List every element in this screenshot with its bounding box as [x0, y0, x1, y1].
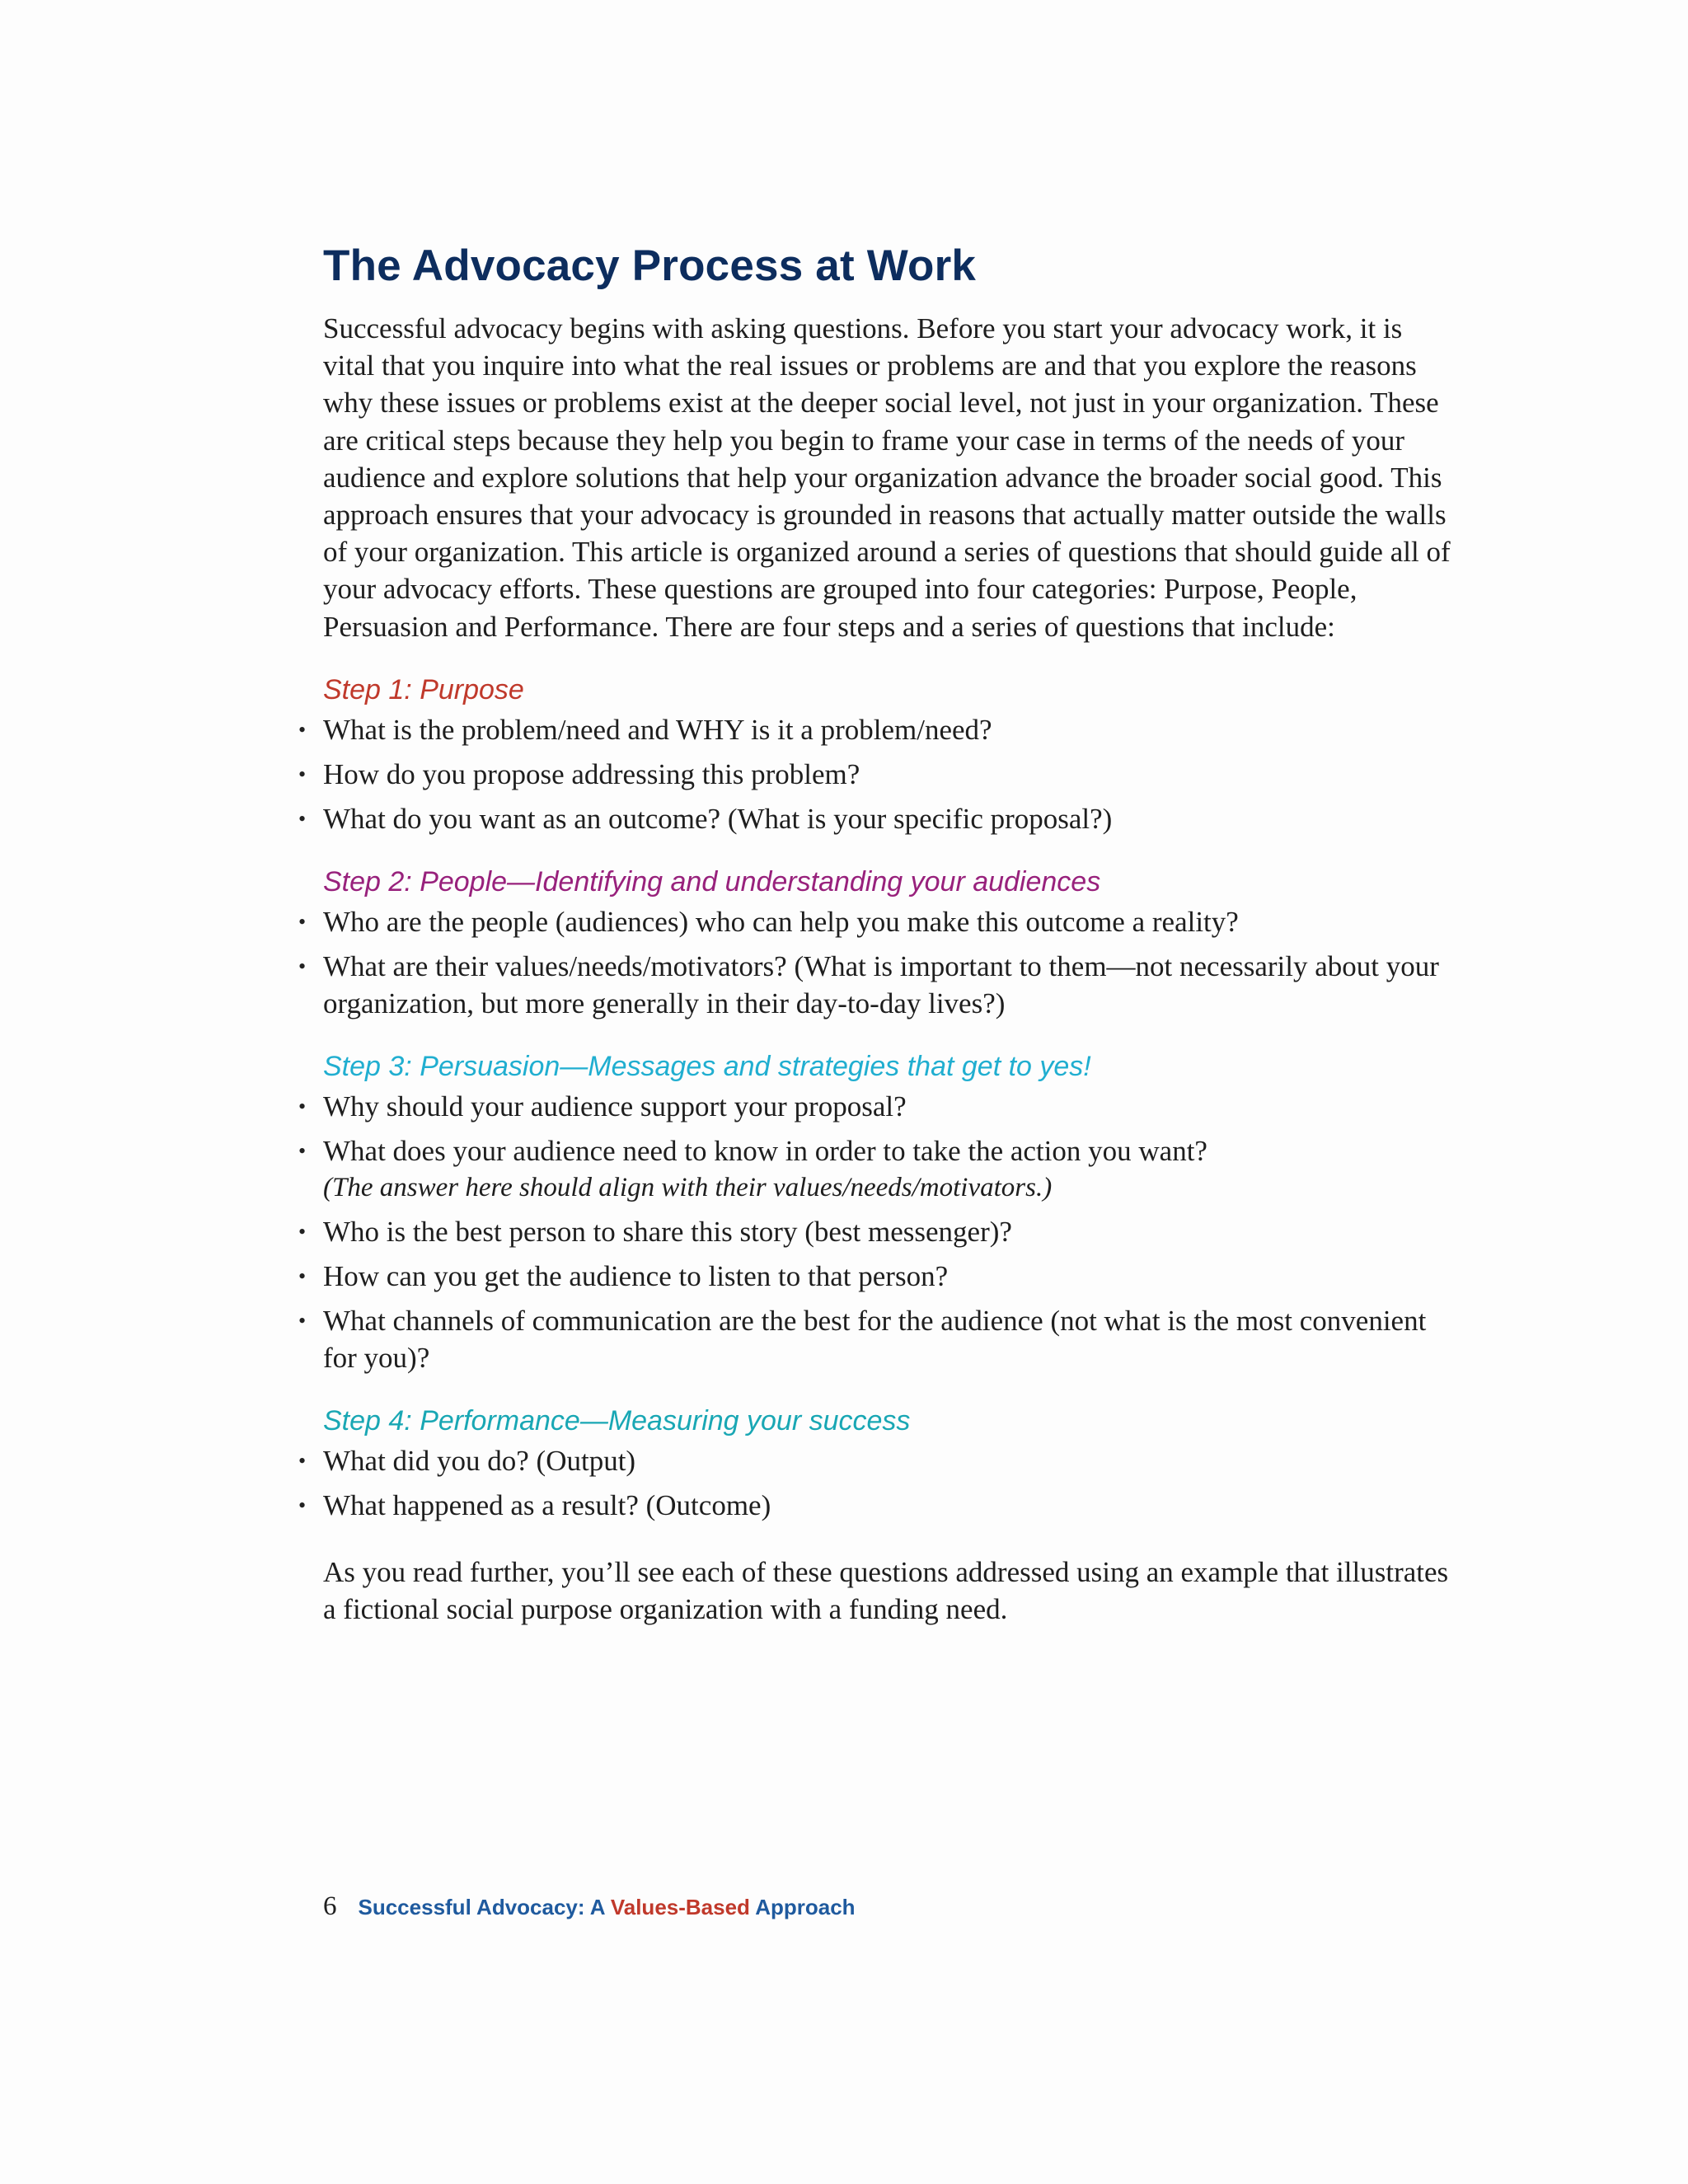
- step-4-list: [298, 1442, 1461, 1524]
- step-1-section: [298, 672, 1461, 837]
- list-item: • Who are the people (audiences) who can help you make this outcome a reality?: [323, 903, 1461, 940]
- list-item: • What happened as a result? (Outcome): [323, 1487, 1461, 1524]
- step-3-section: [298, 1048, 1461, 1376]
- step-2-section: [298, 864, 1461, 1022]
- step-1-heading: Step 1: Purpose: [323, 673, 524, 705]
- bullet-icon: •: [298, 1448, 307, 1473]
- bullet-icon: •: [298, 717, 307, 742]
- list-item: • What are their values/needs/motivators? (What is important to them—not necessarily about your organization, but more generally in their day-to-day lives?): [323, 948, 1461, 1022]
- page-title: The Advocacy Process at Work: [323, 241, 977, 290]
- list-item: • What channels of communication are the best for the audience (not what is the most convenient for you)?: [323, 1302, 1461, 1376]
- step-3-heading: Step 3: Persuasion—Messages and strategies that get to yes!: [323, 1050, 1091, 1082]
- step-2-heading: Step 2: People—Identifying and understanding your audiences: [323, 865, 1101, 898]
- bullet-icon: •: [298, 1094, 307, 1118]
- list-item: • How can you get the audience to listen to that person?: [323, 1258, 1461, 1295]
- list-item: • Who is the best person to share this story (best messenger)?: [323, 1213, 1461, 1250]
- intro-paragraph: Successful advocacy begins with asking questions. Before you start your advocacy work, it is vital that you inquire into what the real issues or problems are and that you explore the reasons why these issues or problems exist at the deeper social level, not just in your organization. These are critical steps because they help you begin to frame your case in terms of the needs of your audience and explore solutions that help your organization advance the broader social good. This approach ensures that your advocacy is grounded in reasons that actually matter outside the walls of your organization. This article is organized around a series of questions that should guide all of your advocacy efforts. These questions are grouped into four categories: Purpose, People, Persuasion and Performance. There are four steps and a series of questions that include:: [323, 312, 1451, 643]
- bullet-icon: •: [298, 806, 307, 831]
- step-3-note: (The answer here should align with their values/needs/motivators.): [323, 1172, 1053, 1202]
- list-item: • What do you want as an outcome? (What is your specific proposal?): [323, 800, 1461, 837]
- list-item: • What does your audience need to know in order to take the action you want? (The answer here should align with their values/needs/motivators.): [323, 1132, 1461, 1206]
- article-body: [298, 239, 1461, 1628]
- footer-title: Successful Advocacy: A Values-Based Approach: [358, 1895, 856, 1919]
- list-item: • What did you do? (Output): [323, 1442, 1461, 1479]
- step-4-heading: Step 4: Performance—Measuring your success: [323, 1404, 911, 1436]
- step-2-list: [298, 903, 1461, 1022]
- list-item: • Why should your audience support your proposal?: [323, 1088, 1461, 1125]
- bullet-icon: •: [298, 1219, 307, 1244]
- bullet-icon: •: [298, 1138, 307, 1163]
- bullet-icon: •: [298, 909, 307, 934]
- step-3-list: [298, 1088, 1461, 1376]
- page-footer: [323, 1891, 856, 1922]
- step-1-list: [298, 711, 1461, 837]
- step-4-section: [298, 1403, 1461, 1524]
- page-number: 6: [323, 1891, 337, 1921]
- bullet-icon: •: [298, 954, 307, 978]
- list-item: • What is the problem/need and WHY is it a problem/need?: [323, 711, 1461, 748]
- bullet-icon: •: [298, 1493, 307, 1517]
- bullet-icon: •: [298, 1308, 307, 1333]
- list-item: • How do you propose addressing this problem?: [323, 756, 1461, 793]
- bullet-icon: •: [298, 1263, 307, 1288]
- bullet-icon: •: [298, 762, 307, 786]
- closing-paragraph: As you read further, you’ll see each of these questions addressed using an example that illustrates a fictional social purpose organization with a funding need.: [323, 1555, 1449, 1626]
